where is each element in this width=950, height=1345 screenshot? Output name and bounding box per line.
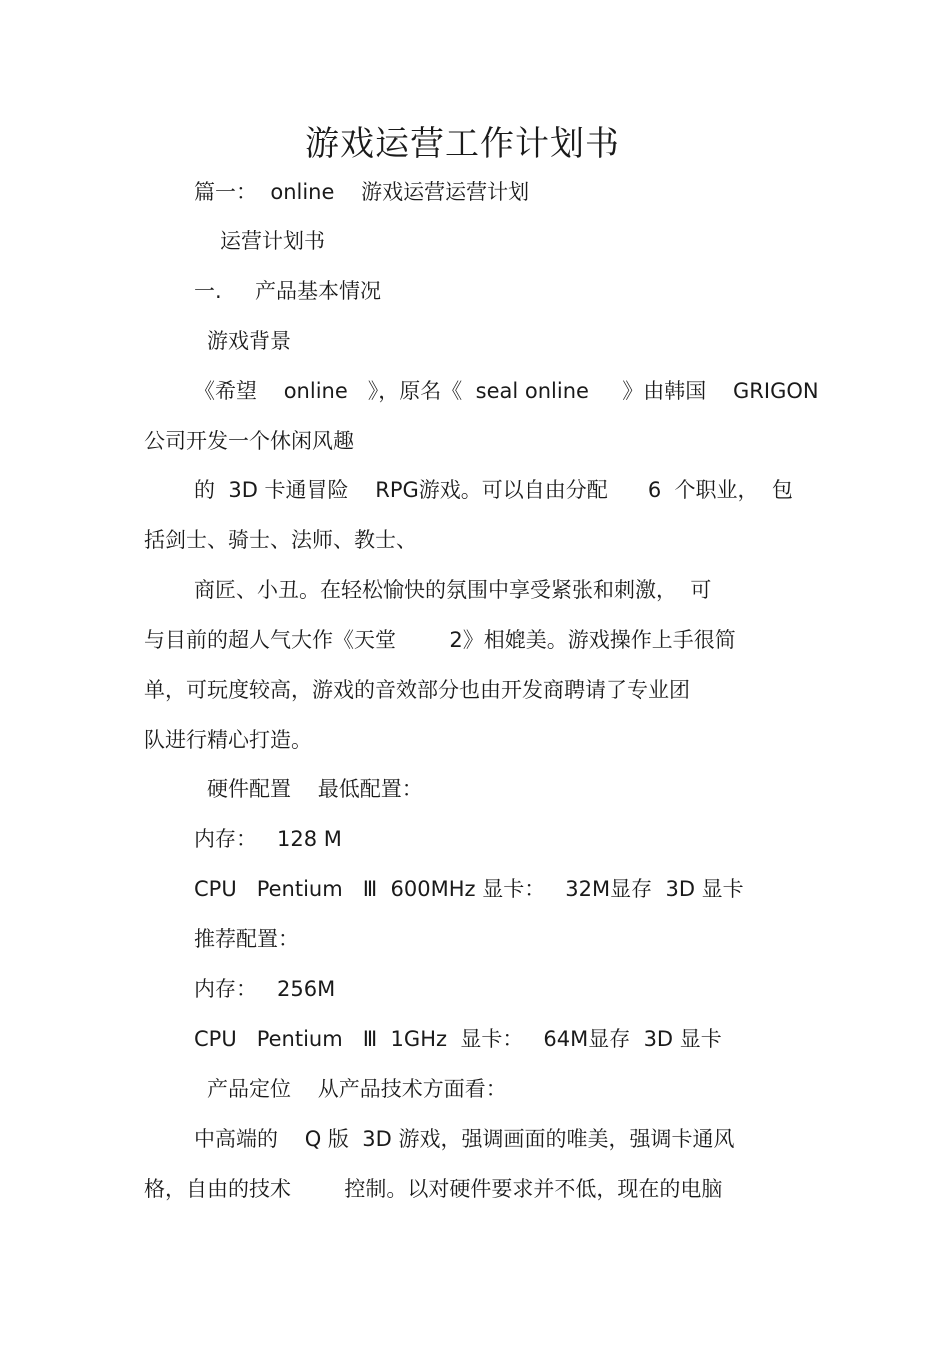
subsection-heading: 产品定位 从产品技术方面看： <box>207 1077 507 1101</box>
section-heading: 一. 产品基本情况 <box>194 279 382 303</box>
paragraph-line: 篇一： online 游戏运营运营计划 <box>194 180 530 204</box>
paragraph-line: 内存： 256M <box>194 977 336 1001</box>
paragraph-line: 与目前的超人气大作《天堂 2》相媲美。游戏操作上手很简 <box>144 628 736 652</box>
paragraph-line: 格，自由的技术 控制。以对硬件要求并不低，现在的电脑 <box>144 1177 723 1201</box>
paragraph-line: 单，可玩度较高，游戏的音效部分也由开发商聘请了专业团 <box>144 678 690 702</box>
paragraph-line: 运营计划书 <box>220 229 325 253</box>
paragraph-line: CPU Pentium Ⅲ 600MHz 显卡： 32M显存 3D 显卡 <box>194 877 744 901</box>
paragraph-line: 公司开发一个休闲风趣 <box>144 429 354 453</box>
document-title: 游戏运营工作计划书 <box>305 124 620 164</box>
paragraph-line: 推荐配置： <box>194 927 299 951</box>
paragraph-line: 队进行精心打造。 <box>144 728 312 752</box>
paragraph-line: CPU Pentium Ⅲ 1GHz 显卡： 64M显存 3D 显卡 <box>194 1027 722 1051</box>
paragraph-line: 《希望 online 》，原名《 seal online 》由韩国 GRIGON <box>194 379 819 403</box>
subsection-heading: 硬件配置 最低配置： <box>207 777 423 801</box>
paragraph-line: 的 3D 卡通冒险 RPG游戏。可以自由分配 6 个职业， 包 <box>194 478 793 502</box>
paragraph-line: 中高端的 Q 版 3D 游戏，强调画面的唯美，强调卡通风 <box>194 1127 735 1151</box>
paragraph-line: 内存： 128 M <box>194 827 342 851</box>
paragraph-line: 括剑士、骑士、法师、教士、 <box>144 528 417 552</box>
paragraph-line: 商匠、小丑。在轻松愉快的氛围中享受紧张和刺激， 可 <box>194 578 712 602</box>
subsection-heading: 游戏背景 <box>207 329 291 353</box>
